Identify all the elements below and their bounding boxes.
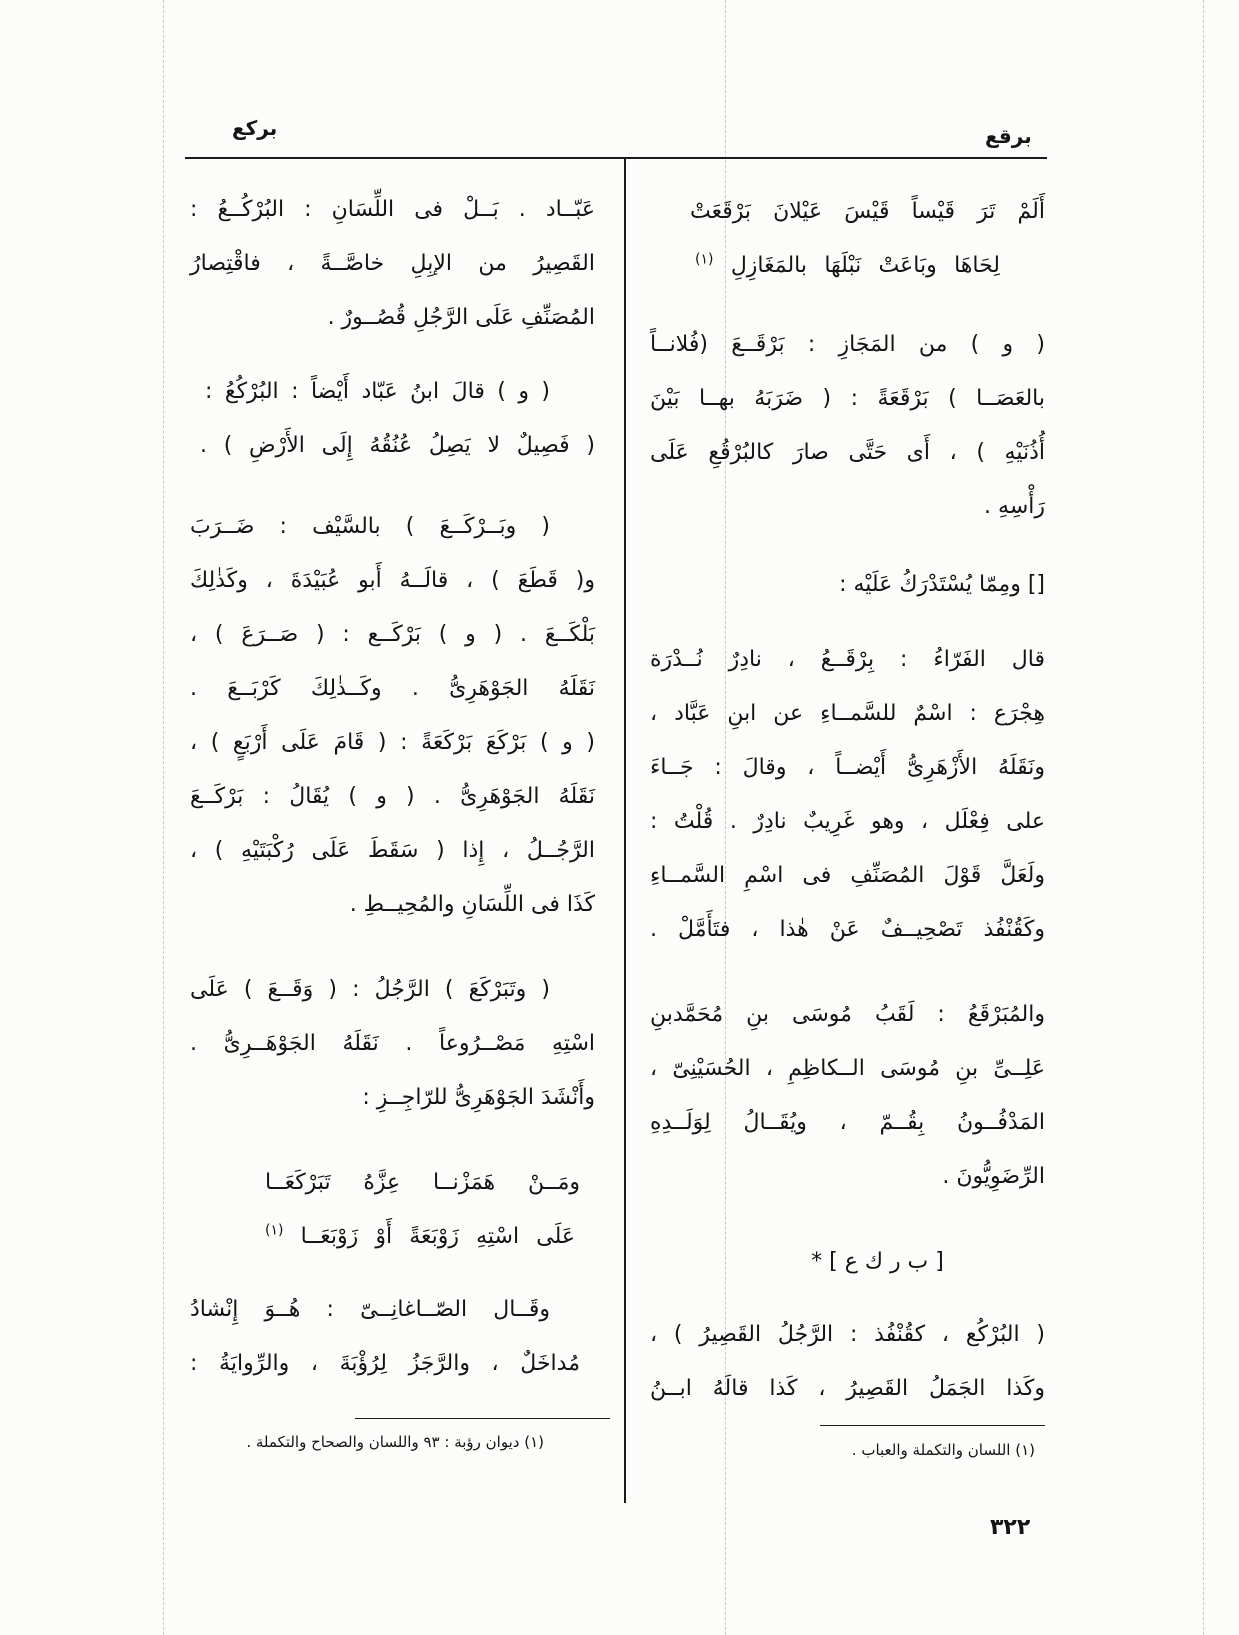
text-line: نَقَلَهُ الجَوْهَرِىُّ . وكَــذٰلِكَ كَرْبَــعَ . [190, 676, 595, 701]
footnote: (١) اللسان والتكملة والعباب . [851, 1441, 1035, 1459]
footnote-rule [820, 1425, 1045, 1426]
text-line: كَذَا فى اللِّسَانِ والمُحِيــطِ . [349, 892, 595, 917]
footnote-rule [355, 1418, 610, 1419]
text-line: المَدْفُــونُ بِقُــمّ ، ويُقَــالُ لِوَلَــدِهِ [650, 1110, 1045, 1135]
text-line: وكَقُنْفُذ تَصْحِيــفٌ عَنْ هٰذا ، فتَأَمَّلْ . [650, 917, 1045, 942]
verse-line: أَلَمْ تَرَ قَيْساً قَيْسَ عَيْلانَ بَرْقَعَتْ [690, 199, 1045, 224]
text-line: مُداخَلٌ ، والرَّجَزُ لِرُؤْبَةَ ، والرِّوايَةُ : [190, 1351, 580, 1376]
entry-heading [650, 1235, 1045, 1289]
verse-line-text: لِحَاهَا وبَاعَتْ نَبْلَهَا بالمَغَازِلِ [730, 253, 1000, 278]
running-head-right: برقع [985, 124, 1032, 148]
paragraph [650, 988, 1045, 1204]
left-column [190, 0, 595, 1635]
paragraph [190, 183, 595, 345]
verse-line [190, 1210, 595, 1264]
text-line: على فِعْلَل ، وهو غَرِيبٌ نادِرٌ . قُلْتُ : [650, 809, 1045, 834]
text-line: هِجْرَع : اسْمٌ للسَّمــاءِ عن ابنِ عَبَّاد ، [650, 701, 1045, 726]
right-column [650, 0, 1045, 1635]
text-line: ( البُرْكُع ، كقُنْفُذ : الرَّجُلُ القَصِيرُ ) ، [650, 1322, 1045, 1347]
text-line: ( فَصِيلٌ لا يَصِلُ عُنُقُهُ إِلَى الأَرْضِ ) . [200, 433, 595, 458]
text-line: قال الفَرّاءُ : بِرْقَــعُ ، نادِرٌ نُــدْرَة [650, 647, 1045, 672]
text-line: وقَــال الصّــاغانِــىّ : هُــوَ إِنْشادُ [190, 1297, 550, 1322]
text-line: ولَعَلَّ قَوْلَ المُصَنِّفِ فى اسْمِ السَّمــاءِ [650, 863, 1045, 888]
text-line: عَلِــىِّ بنِ مُوسَى الــكاظِمِ ، الحُسَيْنِىّ ، [650, 1056, 1045, 1081]
column-divider [624, 158, 626, 1503]
text-line: نَقَلَهُ الجَوْهَرِىُّ . ( و ) يُقَالُ : بَرْكَــعَ [190, 784, 595, 809]
text-line: أُذُنَيْهِ ) ، أَى حَتَّى صارَ كالبُرْقُعِ عَلَى [650, 440, 1045, 465]
text-line: المُصَنِّفِ عَلَى الرَّجُلِ قُصُــورٌ . [327, 305, 595, 330]
paragraph [190, 1283, 595, 1391]
page-number: ٣٢٢ [990, 1515, 1031, 1540]
footnote-reference: (١) [695, 251, 714, 268]
paragraph [190, 365, 595, 473]
paragraph [650, 633, 1045, 957]
footnote-reference: (١) [265, 1222, 284, 1239]
verse-line [650, 239, 1045, 293]
text-line: رَأْسِهِ . [984, 494, 1045, 519]
text-line: ونَقَلَهُ الأَزْهَرِىُّ أَيْضــاً ، وقالَ : جَــاءَ [650, 755, 1045, 780]
verse-line: ومَــنْ هَمَزْنــا عِزَّهُ تَبَرْكَعَــا [265, 1170, 580, 1195]
paragraph [650, 1308, 1045, 1416]
paragraph [650, 318, 1045, 534]
text-line: وكَذا الجَمَلُ القَصِيرُ ، كَذا قالَهُ ابــنُ [650, 1376, 1045, 1401]
text-line: بالعَصَــا ) بَرْقَعَةً : ( ضَرَبَهُ بهــا بَيْنَ [650, 386, 1045, 411]
text-line: القَصِيرُ من الإبِلِ خاصَّــةً ، فاقْتِصارُ [190, 251, 595, 276]
text-line: و( قَطَعَ ) ، قالَــهُ أَبو عُبَيْدَةَ ، وكَذٰلِكَ [190, 568, 595, 593]
text-line: ( و ) من المَجَازِ : بَرْقَــعَ (فُلانــاً [650, 332, 1045, 357]
scan-guide-line [1203, 0, 1204, 1635]
verse-line-text: عَلَى اسْتِهِ زَوْبَعَةً أَوْ زَوْبَعَــا [300, 1224, 575, 1249]
section-marker [650, 558, 1045, 612]
text-line: بَلْكَــعَ . ( و ) بَرْكَــع : ( صَــرَعَ ) ، [190, 622, 595, 647]
entry-heading-text: [ ب ر ك ع ] * [811, 1249, 944, 1274]
text-line: الرَّجُــلُ ، إِذا ( سَقَطَ عَلَى رُكْبَتَيْهِ ) ، [190, 838, 595, 863]
running-head-left: بركع [232, 116, 278, 140]
text-line: ( وبَــرْكَــعَ ) بالسَّيْف : ضَــرَبَ [190, 514, 550, 539]
text-line: ( و ) بَرْكَعَ بَرْكَعَةً : ( قَامَ عَلَى أَرْبَعٍ ) ، [190, 730, 595, 755]
paragraph [190, 963, 595, 1125]
text-line: والمُبَرْقَعُ : لَقَبُ مُوسَى بنِ مُحَمَّدبنِ [650, 1002, 1045, 1027]
text-line: الرِّضَوِيُّونَ . [942, 1164, 1045, 1189]
footnote: (١) ديوان رؤبة : ٩٣ واللسان والصحاح والتكملة . [246, 1433, 544, 1451]
text-line: وأَنْشَدَ الجَوْهَرِىُّ للرّاجِــزِ : [362, 1085, 595, 1110]
text-line: اسْتِهِ مَصْــرُوعاً . نَقَلَهُ الجَوْهَــرِىُّ . [190, 1031, 595, 1056]
verse [190, 1156, 595, 1264]
verse [650, 185, 1045, 293]
text-line: [] ومِمّا يُسْتَدْرَكُ عَلَيْه : [839, 572, 1045, 597]
text-line: عَبّــاد . بَــلْ فى اللِّسَانِ : البُرْكُــعُ : [190, 197, 595, 222]
text-line: ( و ) قالَ ابنُ عَبّاد أَيْضاً : البُرْكُعُ : [205, 379, 550, 404]
scan-guide-line [163, 0, 164, 1635]
paragraph [190, 500, 595, 932]
text-line: ( وتَبَرْكَعَ ) الرَّجُلُ : ( وَقَــعَ ) عَلَى [190, 977, 550, 1002]
